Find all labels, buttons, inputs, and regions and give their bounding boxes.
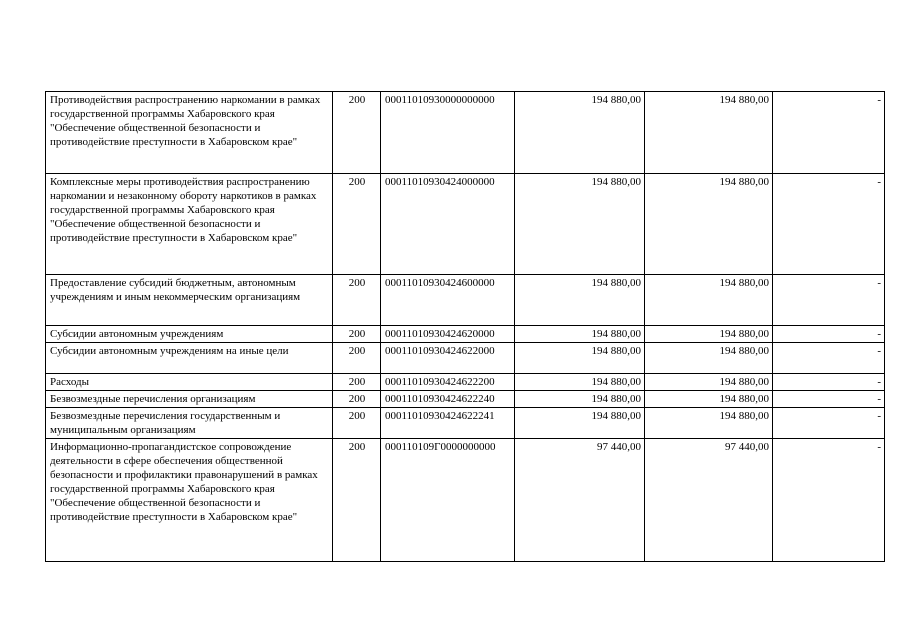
row-amount-1: 194 880,00 [515,391,645,408]
row-code: 200 [333,374,381,391]
table-row [46,326,885,343]
row-amount-2: 194 880,00 [645,92,773,174]
row-amount-2: 194 880,00 [645,374,773,391]
table-row [46,275,885,326]
row-amount-3: - [773,439,885,562]
row-name: Информационно-пропагандистское сопровождение деятельности в сфере обеспечения общественной безопасности и профилактики правонарушений в рамках государственной программы Хабаровского края "Обеспечение общественной безопасности и противодействие преступности в Хабаровском крае" [46,439,333,562]
row-amount-3: - [773,326,885,343]
row-amount-3: - [773,343,885,374]
row-code: 200 [333,326,381,343]
row-amount-2: 194 880,00 [645,343,773,374]
row-name: Безвозмездные перечисления организациям [46,391,333,408]
row-target-code: 00011010930424600000 [381,275,515,326]
row-name: Предоставление субсидий бюджетным, автономным учреждениям и иным некоммерческим организациям [46,275,333,326]
row-target-code: 00011010930424622200 [381,374,515,391]
row-amount-1: 194 880,00 [515,326,645,343]
row-target-code: 00011010930424622000 [381,343,515,374]
row-target-code: 00011010930424622240 [381,391,515,408]
table-row [46,391,885,408]
row-name: Субсидии автономным учреждениям на иные цели [46,343,333,374]
row-amount-3: - [773,374,885,391]
row-amount-3: - [773,174,885,275]
row-amount-2: 194 880,00 [645,391,773,408]
row-name: Комплексные меры противодействия распространению наркомании и незаконному обороту наркотиков в рамках государственной программы Хабаровского края "Обеспечение общественной безопасности и противодействие преступности в Хабаровском крае" [46,174,333,275]
table-row [46,343,885,374]
row-amount-3: - [773,92,885,174]
row-amount-3: - [773,275,885,326]
row-name: Противодействия распространению наркомании в рамках государственной программы Хабаровского края "Обеспечение общественной безопасности и противодействие преступности в Хабаровском крае" [46,92,333,174]
row-amount-2: 194 880,00 [645,174,773,275]
table-row [46,408,885,439]
row-name: Расходы [46,374,333,391]
table-row [46,439,885,562]
row-amount-2: 194 880,00 [645,408,773,439]
row-amount-2: 194 880,00 [645,326,773,343]
table-row [46,92,885,174]
row-code: 200 [333,275,381,326]
row-name: Субсидии автономным учреждениям [46,326,333,343]
row-amount-2: 97 440,00 [645,439,773,562]
row-amount-1: 97 440,00 [515,439,645,562]
row-amount-1: 194 880,00 [515,275,645,326]
row-amount-1: 194 880,00 [515,92,645,174]
row-target-code: 00011010930424620000 [381,326,515,343]
row-amount-1: 194 880,00 [515,174,645,275]
row-amount-3: - [773,391,885,408]
row-amount-3: - [773,408,885,439]
row-amount-1: 194 880,00 [515,374,645,391]
row-code: 200 [333,92,381,174]
row-code: 200 [333,439,381,562]
row-code: 200 [333,174,381,275]
row-target-code: 000110109Г0000000000 [381,439,515,562]
row-amount-1: 194 880,00 [515,343,645,374]
row-code: 200 [333,391,381,408]
budget-table [45,91,885,562]
row-target-code: 00011010930424622241 [381,408,515,439]
row-code: 200 [333,343,381,374]
row-target-code: 00011010930000000000 [381,92,515,174]
row-code: 200 [333,408,381,439]
table-row [46,174,885,275]
row-amount-1: 194 880,00 [515,408,645,439]
table-row [46,374,885,391]
row-name: Безвозмездные перечисления государственным и муниципальным организациям [46,408,333,439]
row-amount-2: 194 880,00 [645,275,773,326]
row-target-code: 00011010930424000000 [381,174,515,275]
